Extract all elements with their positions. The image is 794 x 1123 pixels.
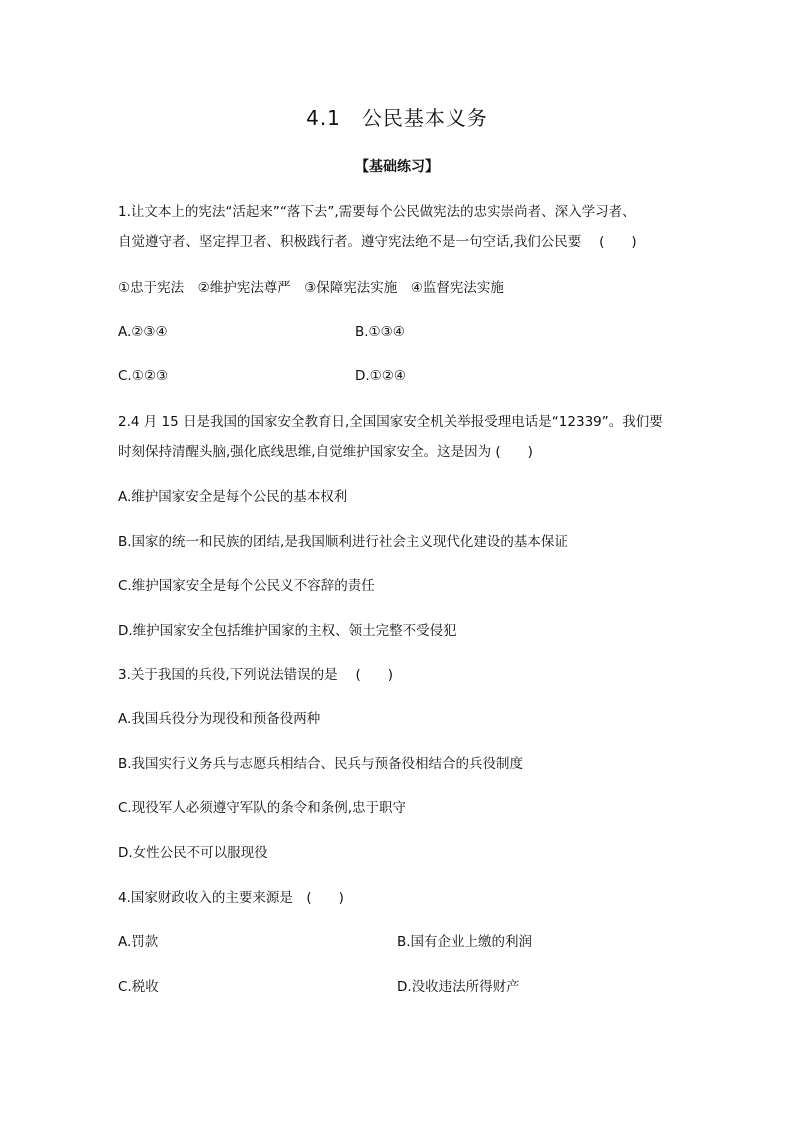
question-1-option-d: D.①②④	[355, 368, 406, 384]
question-4-option-c: C.税收	[118, 979, 159, 995]
question-3-option-c: C.现役军人必须遵守军队的条令和条例,忠于职守	[118, 800, 407, 816]
question-4-option-b: B.国有企业上缴的利润	[397, 934, 533, 950]
question-1-stem-line-2: 自觉遵守者、坚定捍卫者、积极践行者。遵守宪法绝不是一句空话,我们公民要 ( )	[118, 234, 637, 250]
question-1-option-c: C.①②③	[118, 368, 169, 384]
question-2-option-b: B.国家的统一和民族的团结,是我国顺利进行社会主义现代化建设的基本保证	[118, 534, 568, 550]
question-4-option-d: D.没收违法所得财产	[397, 979, 520, 995]
question-3-stem: 3.关于我国的兵役,下列说法错误的是 ( )	[118, 667, 393, 683]
question-4-option-a: A.罚款	[118, 934, 159, 950]
page-title: 4.1 公民基本义务	[306, 106, 488, 130]
question-4-stem: 4.国家财政收入的主要来源是 ( )	[118, 890, 344, 906]
question-1-stem-line-1: 1.让文本上的宪法“活起来”“落下去”,需要每个公民做宪法的忠实崇尚者、深入学习者、	[118, 204, 636, 220]
question-2-option-a: A.维护国家安全是每个公民的基本权利	[118, 489, 348, 505]
question-3-option-d: D.女性公民不可以服现役	[118, 845, 268, 861]
question-2-stem-line-1: 2.4 月 15 日是我国的国家安全教育日,全国国家安全机关举报受理电话是“12339”。我们要	[118, 414, 663, 430]
question-3-option-b: B.我国实行义务兵与志愿兵相结合、民兵与预备役相结合的兵役制度	[118, 756, 524, 772]
question-2-option-c: C.维护国家安全是每个公民义不容辞的责任	[118, 578, 375, 594]
question-2-option-d: D.维护国家安全包括维护国家的主权、领土完整不受侵犯	[118, 623, 457, 639]
section-heading: 【基础练习】	[355, 159, 439, 175]
question-1-option-b: B.①③④	[355, 324, 405, 340]
question-1-option-a: A.②③④	[118, 324, 168, 340]
question-2-stem-line-2: 时刻保持清醒头脑,强化底线思维,自觉维护国家安全。这是因为 ( )	[118, 444, 533, 460]
question-3-option-a: A.我国兵役分为现役和预备役两种	[118, 711, 321, 727]
question-1-items: ①忠于宪法 ②维护宪法尊严 ③保障宪法实施 ④监督宪法实施	[118, 280, 504, 296]
